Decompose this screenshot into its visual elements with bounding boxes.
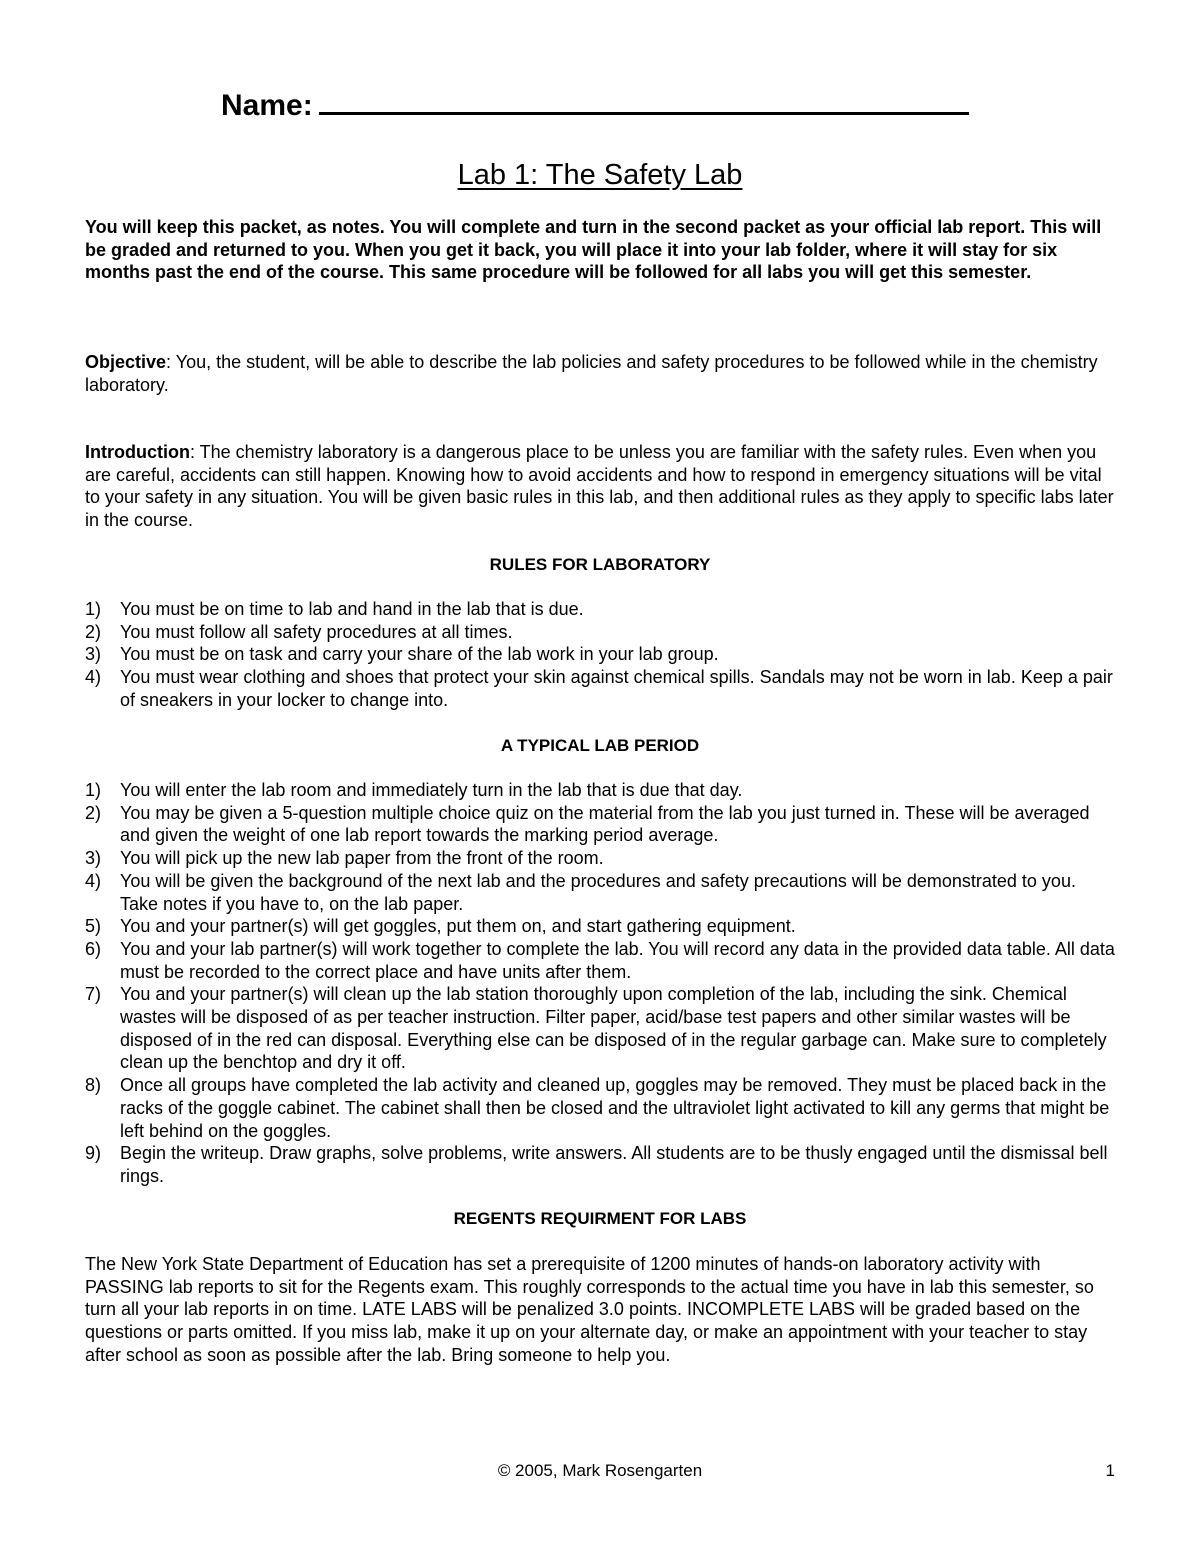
- list-item: [85, 779, 1115, 802]
- regents-paragraph: The New York State Department of Education has set a prerequisite of 1200 minutes of hands-on laboratory activity with PASSING lab reports to sit for the Regents exam. This roughly corresponds to the actual time you have in lab this semester, so turn all your lab reports in on time. LATE LABS will be penalized 3.0 points. INCOMPLETE LABS will be graded based on the questions or parts omitted. If you miss lab, make it up on your alternate day, or make an appointment with your teacher to stay after school as soon as possible after the lab. Bring someone to help you.: [85, 1254, 1094, 1365]
- list-item-text: You must wear clothing and shoes that protect your skin against chemical spills. Sandals may not be worn in lab. Keep a pair of sneakers in your locker to change into.: [120, 667, 1113, 710]
- name-field: [221, 84, 981, 126]
- name-label: Name:: [221, 89, 313, 122]
- rules-heading: RULES FOR LABORATORY: [489, 555, 711, 574]
- list-item: [85, 802, 1115, 847]
- list-item-text: You will be given the background of the next lab and the procedures and safety precautions will be demonstrated to you. Take notes if you have to, on the lab paper.: [120, 870, 1076, 914]
- list-item: [85, 1074, 1115, 1142]
- list-item-text: You will pick up the new lab paper from the front of the room.: [120, 848, 604, 869]
- list-item-text: You must follow all safety procedures at all times.: [120, 621, 513, 642]
- list-item-number: 6): [85, 938, 102, 959]
- rules-list: [85, 598, 1115, 712]
- list-item: [85, 938, 1115, 983]
- list-item-text: You and your partner(s) will get goggles, put them on, and start gathering equipment.: [120, 916, 796, 937]
- list-item-number: 2): [85, 802, 102, 823]
- list-item-number: 3): [85, 644, 102, 665]
- page-number: 1: [1105, 1461, 1115, 1480]
- typical-lab-heading: A TYPICAL LAB PERIOD: [500, 736, 700, 755]
- list-item-text: You must be on time to lab and hand in the lab that is due.: [120, 599, 584, 619]
- list-item: [85, 643, 1115, 666]
- list-item-number: 5): [85, 916, 102, 937]
- list-item-number: 8): [85, 1075, 102, 1096]
- list-item: [85, 915, 1115, 938]
- footer-copyright: © 2005, Mark Rosengarten: [497, 1461, 703, 1480]
- list-item-text: You must be on task and carry your share of the lab work in your lab group.: [120, 644, 719, 665]
- list-item-text: Once all groups have completed the lab activity and cleaned up, goggles may be removed. They must be placed back in the racks of the goggle cabinet. The cabinet shall then be closed and the ultraviolet light activated to kill any germs that might be left behind on the goggles.: [120, 1075, 1110, 1141]
- list-item: [85, 870, 1115, 915]
- list-item-text: You may be given a 5-question multiple choice quiz on the material from the lab you just turned in. These will be averaged and given the weight of one lab report towards the marking period average.: [120, 802, 1090, 846]
- list-item: [85, 598, 1115, 621]
- document-page: [85, 0, 1115, 1553]
- list-item-text: You and your lab partner(s) will work together to complete the lab. You will record any data in the provided data table. All data must be recorded to the correct place and have units after them.: [120, 938, 1115, 982]
- list-item: [85, 983, 1115, 1074]
- typical-lab-list: [85, 779, 1115, 1188]
- list-item-number: 2): [85, 621, 102, 642]
- list-item-number: 7): [85, 984, 102, 1005]
- regents-heading: REGENTS REQUIRMENT FOR LABS: [453, 1209, 747, 1228]
- list-item-number: 1): [85, 599, 102, 619]
- packet-instructions: You will keep this packet, as notes. You will complete and turn in the second packet as your official lab report. This will be graded and returned to you. When you get it back, you will place it into your lab folder, where it will stay for six months past the end of the course. This same procedure will be followed for all labs you will get this semester.: [85, 217, 1102, 283]
- introduction-paragraph: [85, 441, 1115, 532]
- introduction-text: : The chemistry laboratory is a dangerous place to be unless you are familiar with the safety rules. Even when you are careful, accidents can still happen. Knowing how to avoid accidents and how to respond in emergency situations will be vital to your safety in any situation. You will be given basic rules in this lab, and then additional rules as they apply to specific labs later in the course.: [85, 442, 1114, 531]
- objective-text: : You, the student, will be able to describe the lab policies and safety procedures to be followed while in the chemistry laboratory.: [85, 352, 1098, 395]
- list-item-text: Begin the writeup. Draw graphs, solve problems, write answers. All students are to be thusly engaged until the dismissal bell rings.: [120, 1143, 1108, 1186]
- list-item-text: You will enter the lab room and immediately turn in the lab that is due that day.: [120, 780, 743, 800]
- name-blank-line: [319, 84, 969, 115]
- list-item: [85, 621, 1115, 644]
- list-item: [85, 666, 1115, 711]
- list-item: [85, 847, 1115, 870]
- list-item-number: 4): [85, 870, 102, 891]
- list-item: [85, 1142, 1115, 1187]
- list-item-number: 9): [85, 1143, 102, 1164]
- page-title: Lab 1: The Safety Lab: [457, 159, 743, 191]
- list-item-number: 4): [85, 667, 102, 688]
- list-item-number: 1): [85, 780, 102, 800]
- objective-label: Objective: [85, 352, 167, 372]
- list-item-text: You and your partner(s) will clean up the lab station thoroughly upon completion of the lab, including the sink. Chemical wastes will be disposed of as per teacher instruction. Filter paper, acid/base test papers and other similar wastes will be disposed of in the red can disposal. Everything else can be disposed of in the regular garbage can. Make sure to completely clean up the benchtop and dry it off.: [120, 984, 1107, 1073]
- objective-paragraph: [85, 351, 1115, 396]
- list-item-number: 3): [85, 848, 102, 869]
- introduction-label: Introduction: [85, 442, 190, 462]
